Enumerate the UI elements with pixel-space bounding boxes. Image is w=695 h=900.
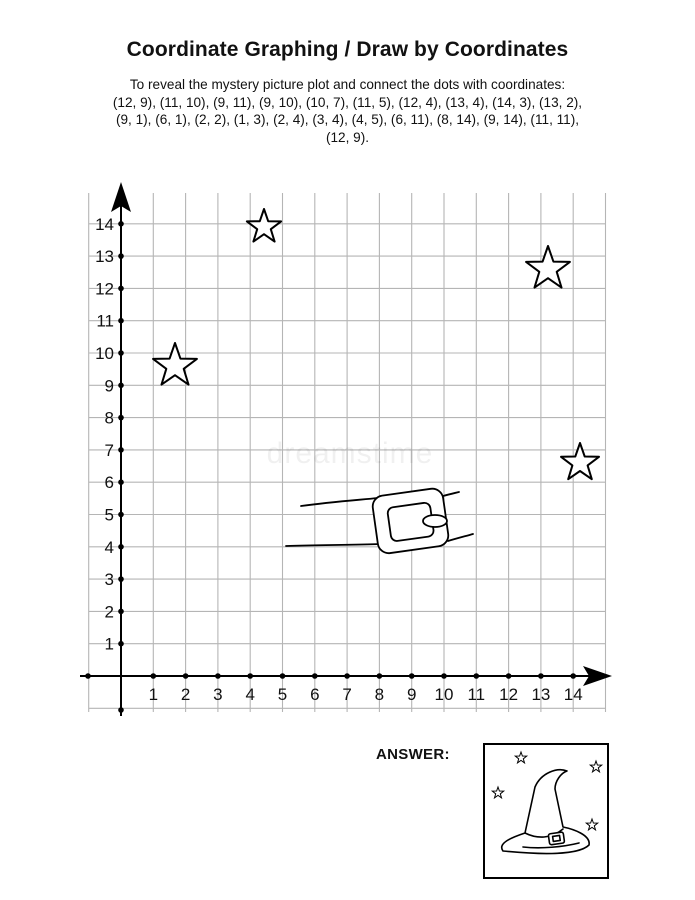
y-tick-dot [118, 641, 124, 647]
x-tick-dot [538, 673, 544, 679]
x-tick-dot [312, 673, 318, 679]
x-tick-dot [344, 673, 350, 679]
x-tick-dot [151, 673, 157, 679]
x-tick-label: 7 [342, 685, 352, 704]
y-tick-dot [118, 350, 124, 356]
star-icon [247, 209, 281, 242]
x-tick-label: 3 [213, 685, 223, 704]
y-tick-label: 4 [104, 537, 114, 557]
y-tick-dot [118, 221, 124, 227]
x-tick-label: 13 [531, 685, 551, 704]
y-tick-label: 6 [104, 473, 114, 493]
y-tick-label: 12 [95, 279, 114, 299]
y-tick-label: 3 [104, 570, 114, 590]
x-tick-dot [377, 673, 383, 679]
y-tick-dot [118, 318, 124, 324]
y-tick-label: 8 [104, 408, 114, 428]
y-tick-dot [118, 544, 124, 550]
x-tick-dot [409, 673, 415, 679]
y-tick-label: 2 [104, 602, 114, 622]
x-tick-dot [247, 673, 253, 679]
y-axis-end-dot [118, 707, 124, 713]
x-tick-label: 5 [277, 685, 288, 704]
y-tick-label: 10 [95, 344, 114, 363]
x-tick-label: 1 [148, 685, 159, 704]
star-icon [561, 443, 599, 479]
y-tick-label: 13 [95, 247, 114, 267]
y-tick-label: 1 [104, 634, 114, 654]
y-tick-dot [118, 479, 124, 485]
star-icon [153, 343, 197, 385]
x-tick-dot [183, 673, 189, 679]
watermark: dreamstime [266, 437, 434, 470]
answer-box [483, 743, 609, 879]
coordinates-line: (12, 9), (11, 10), (9, 11), (9, 10), (10, 7), (11, 5), (12, 4), (13, 4), (14, 3), (13, 2), [112, 94, 583, 110]
y-tick-label: 14 [95, 214, 114, 234]
x-tick-label: 14 [563, 685, 583, 704]
x-tick-label: 9 [406, 685, 417, 704]
x-tick-dot [474, 673, 480, 679]
page-title: Coordinate Graphing / Draw by Coordinates [126, 38, 569, 61]
x-tick-label: 8 [374, 685, 385, 704]
y-tick-label: 5 [104, 505, 114, 525]
y-tick-dot [118, 286, 124, 292]
y-tick-dot [118, 253, 124, 259]
answer-label: ANSWER: [376, 746, 450, 763]
instructions-line: To reveal the mystery picture plot and connect the dots with coordinates: [129, 77, 566, 92]
y-tick-dot [118, 512, 124, 518]
x-tick-label: 11 [467, 685, 486, 704]
x-tick-dot [441, 673, 447, 679]
x-tick-dot [570, 673, 576, 679]
x-tick-label: 12 [499, 685, 519, 704]
y-tick-dot [118, 383, 124, 389]
x-axis-end-dot [85, 673, 91, 679]
y-tick-dot [118, 415, 124, 421]
x-tick-dot [506, 673, 512, 679]
y-tick-dot [118, 609, 124, 615]
y-tick-dot [118, 576, 124, 582]
x-tick-label: 2 [180, 685, 191, 704]
x-tick-dot [280, 673, 286, 679]
x-tick-label: 6 [310, 685, 320, 704]
y-tick-label: 7 [104, 440, 114, 460]
coordinates-line: (12, 9). [325, 129, 370, 145]
hat-band-buckle-icon [286, 487, 473, 554]
x-tick-label: 10 [434, 685, 454, 704]
star-icon [526, 246, 570, 288]
y-tick-dot [118, 447, 124, 453]
x-tick-label: 4 [245, 685, 255, 704]
coordinates-line: (9, 1), (6, 1), (2, 2), (1, 3), (2, 4), (3, 4), (4, 5), (6, 11), (8, 14), (9, 14), (11, 11), [115, 112, 580, 127]
y-tick-label: 11 [96, 311, 114, 331]
y-tick-label: 9 [104, 376, 114, 396]
x-tick-dot [215, 673, 221, 679]
